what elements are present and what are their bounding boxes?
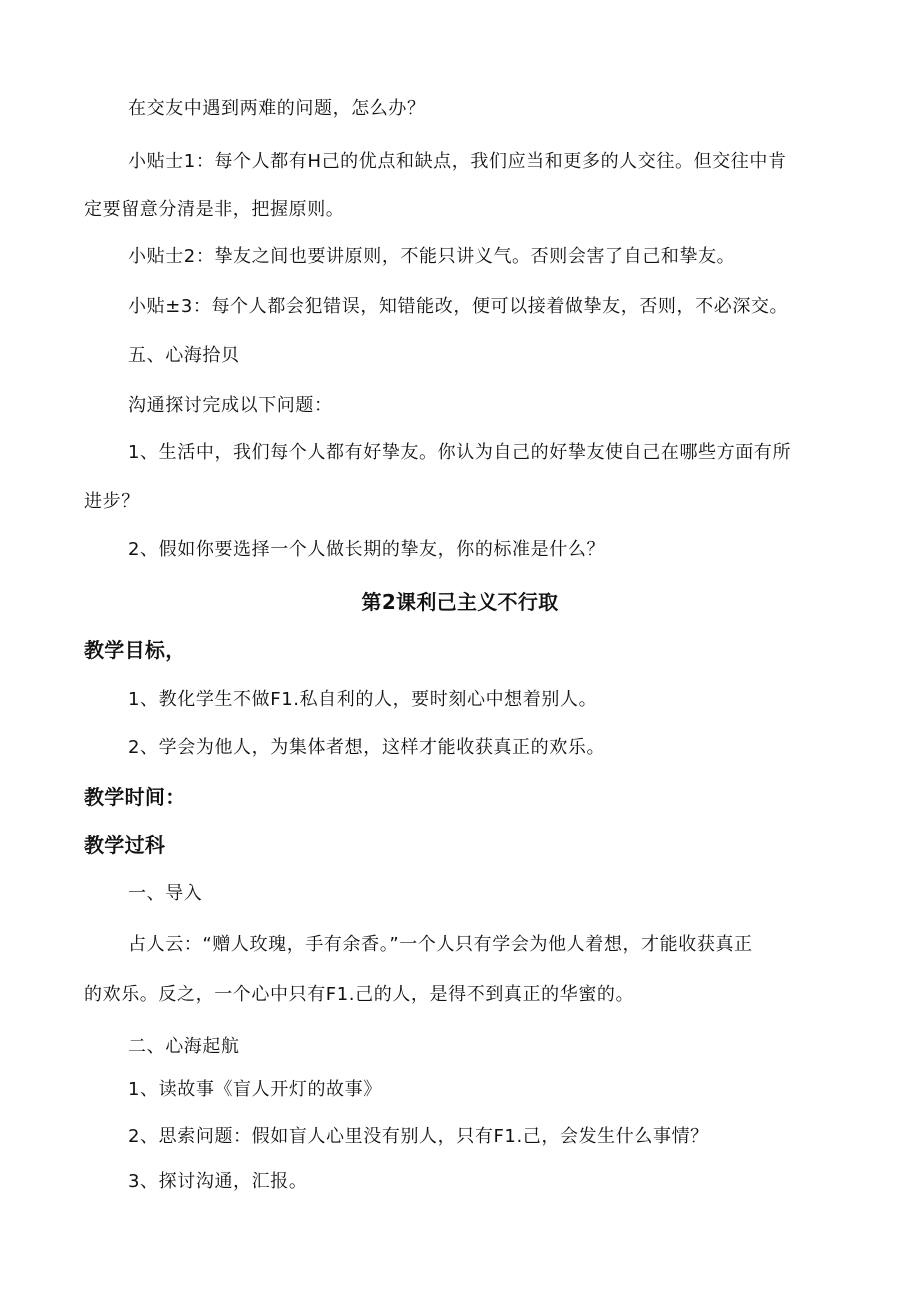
- teaching-time-heading: 教学时间：: [84, 785, 186, 809]
- tip-1-line-2: 定要留意分清是非，把握原则。: [84, 199, 345, 220]
- tip-2: 小贴士2：挚友之间也要讲原则，不能只讲义气。否则会害了自己和挚友。: [128, 246, 736, 267]
- intro-heading: 一、导入: [128, 883, 203, 904]
- intro-text-line-1: 占人云：“赠人玫瑰，手有余香。”一个人只有学会为他人着想，才能收获真正: [128, 934, 753, 955]
- teaching-process-heading: 教学过科: [84, 833, 166, 857]
- lesson-title: 第2课利己主义不行取: [361, 590, 559, 614]
- intro-text-line-2: 的欢乐。反之，一个心中只有F1.己的人，是得不到真正的华蜜的。: [84, 984, 635, 1005]
- question-1-line-2: 进步？: [84, 491, 140, 512]
- question-text: 在交友中遇到两难的问题，怎么办？: [128, 98, 426, 119]
- tip-1-line-1: 小贴士1：每个人都有H己的优点和缺点，我们应当和更多的人交往。但交往中肯: [128, 151, 787, 172]
- step-2: 2、思索问题：假如盲人心里没有别人，只有F1.己，会发生什么事情？: [128, 1126, 709, 1147]
- section-two-heading: 二、心海起航: [128, 1036, 240, 1057]
- goal-2: 2、学会为他人，为集体者想，这样才能收获真正的欢乐。: [128, 737, 606, 758]
- step-1: 1、读故事《盲人开灯的故事》: [128, 1079, 382, 1100]
- step-3: 3、探讨沟通，汇报。: [128, 1171, 308, 1192]
- goal-1: 1、教化学生不做F1.私自利的人，要时刻心中想着别人。: [128, 689, 598, 710]
- teaching-goals-heading: 教学目标，: [84, 638, 186, 662]
- tip-3: 小贴±3：每个人都会犯错误，知错能改，便可以接着做挚友，否则，不必深交。: [128, 296, 789, 317]
- question-2: 2、假如你要选择一个人做长期的挚友，你的标准是什么？: [128, 539, 606, 560]
- section-five-heading: 五、心海拾贝: [128, 345, 240, 366]
- question-1-line-1: 1、生活中，我们每个人都有好挚友。你认为自己的好挚友使自己在哪些方面有所: [128, 442, 792, 463]
- discussion-intro: 沟通探讨完成以下问题：: [128, 395, 333, 416]
